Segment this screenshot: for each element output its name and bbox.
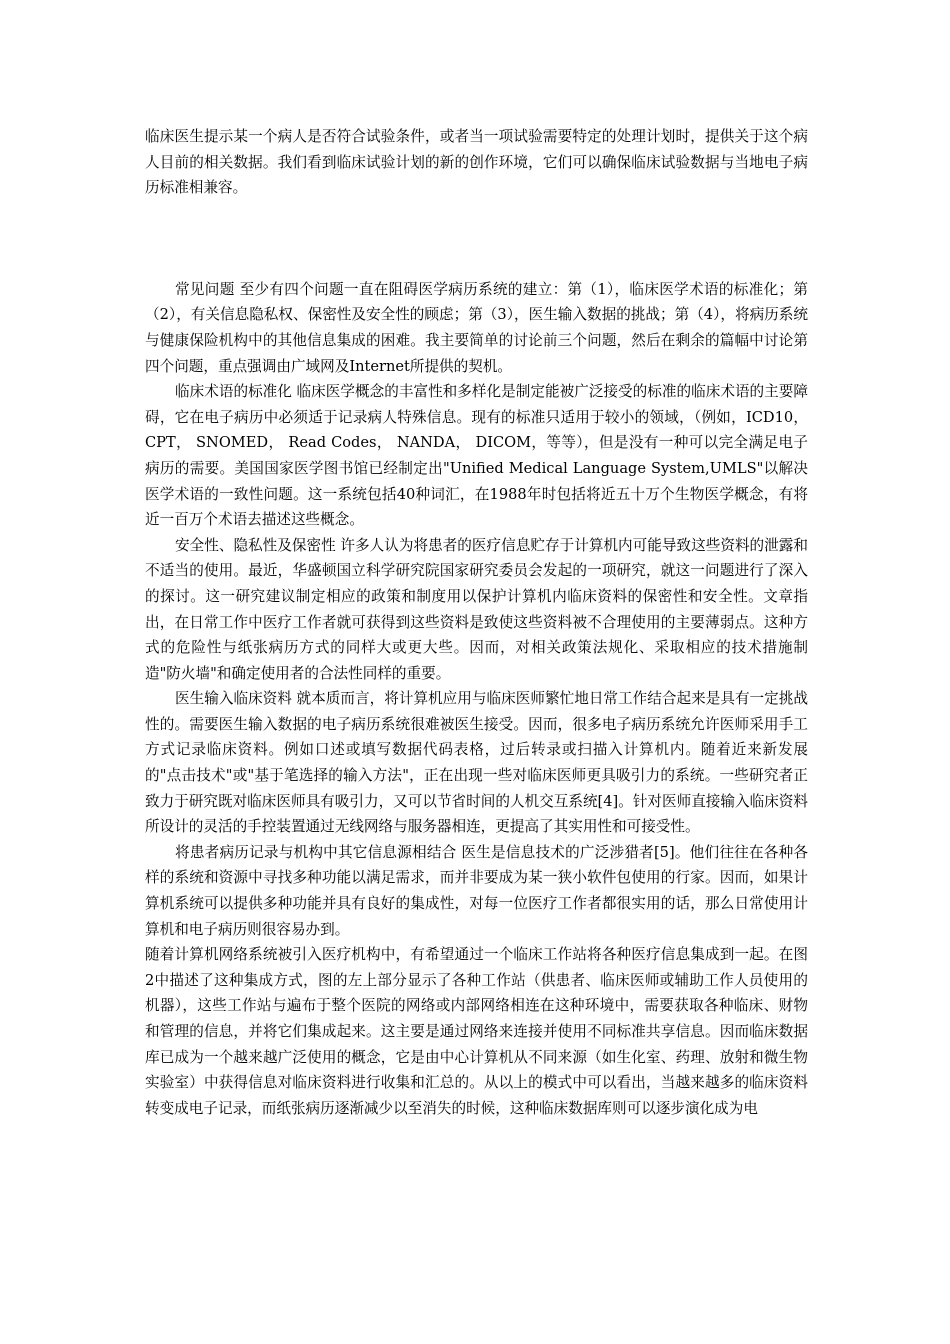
paragraph-physician-input: 医生输入临床资料 就本质而言，将计算机应用与临床医师繁忙地日常工作结合起来是具有一定挑战性的。需要医生输入数据的电子病历系统很难被医生接受。因而，很多电子病历系统允许医师采用手工方式记录临床资料。例如口述或填写数据代码表格，过后转录或扫描入计算机内。随着近来新发展的"点击技术"或"基于笔选择的输入方法"，正在出现一些对临床医师更具吸引力的系统。一些研究者正致力于研究既对临床医师具有吸引力，又可以节省时间的人机交互系统[4]。针对医师直接输入临床资料所设计的灵活的手控装置通过无线网络与服务器相连，更提高了其实用性和可接受性。 [145, 690, 808, 836]
document-page [145, 124, 808, 1121]
paragraph-terminology-standardization: 临床术语的标准化 临床医学概念的丰富性和多样化是制定能被广泛接受的标准的临床术语的主要障碍，它在电子病历中必须适于记录病人特殊信息。现有的标准只适用于较小的领域，（例如，ICD10， CPT， SNOMED， Read Codes， NANDA， DICOM，等等），但是没有一种可以完全满足电子病历的需要。美国国家医学图书馆已经制定出"Unified Medical Language System,UMLS"以解决医学术语的一致性问题。这一系统包括40种词汇，在1988年时包括将近五十万个生物医学概念，有将近一百万个术语去描述这些概念。 [145, 383, 808, 529]
paragraph-integration: 将患者病历记录与机构中其它信息源相结合 医生是信息技术的广泛涉猎者[5]。他们往往在各种各样的系统和资源中寻找多种功能以满足需求，而并非要成为某一狭小软件包使用的行家。因而，如果计算机系统可以提供多种功能并具有良好的集成性，对每一位医疗工作者都很实用的话，那么日常使用计算机和电子病历则很容易办到。 [145, 843, 808, 938]
paragraph-security-privacy: 安全性、隐私性及保密性 许多人认为将患者的医疗信息贮存于计算机内可能导致这些资料的泄露和不适当的使用。最近，华盛顿国立科学研究院国家研究委员会发起的一项研究，就这一问题进行了深入的探讨。这一研究建议制定相应的政策和制度用以保护计算机内临床资料的保密性和安全性。文章指出，在日常工作中医疗工作者就可获得到这些资料是致使这些资料被不合理使用的主要薄弱点。这种方式的危险性与纸张病历方式的同样大或更大些。因而，对相关政策法规化、采取相应的技术措施制造"防火墙"和确定使用者的合法性同样的重要。 [145, 536, 808, 682]
paragraph-common-problems: 常见问题 至少有四个问题一直在阻碍医学病历系统的建立：第（1），临床医学术语的标准化；第（2），有关信息隐私权、保密性及安全性的顾虑；第（3），医生输入数据的挑战；第（4），将病历系统与健康保险机构中的其他信息集成的困难。我主要简单的讨论前三个问题，然后在剩余的篇幅中讨论第四个问题，重点强调由广域网及Internet所提供的契机。 [145, 280, 808, 375]
closing-paragraph: 随着计算机网络系统被引入医疗机构中，有希望通过一个临床工作站将各种医疗信息集成到一起。在图2中描述了这种集成方式，图的左上部分显示了各种工作站（供患者、临床医师或辅助工作人员使用的机器），这些工作站与遍布于整个医院的网络或内部网络相连在这种环境中，需要获取各种临床、财物和管理的信息，并将它们集成起来。这主要是通过网络来连接并使用不同标准共享信息。因而临床数据库已成为一个越来越广泛使用的概念，它是由中心计算机从不同来源（如生化室、药理、放射和微生物实验室）中获得信息对临床资料进行收集和汇总的。从以上的模式中可以看出，当越来越多的临床资料转变成电子记录，而纸张病历逐渐减少以至消失的时候，这种临床数据库则可以逐步演化成为电 [145, 946, 808, 1117]
section-gap [145, 201, 808, 277]
intro-paragraph: 临床医生提示某一个病人是否符合试验条件，或者当一项试验需要特定的处理计划时，提供关于这个病人目前的相关数据。我们看到临床试验计划的新的创作环境，它们可以确保临床试验数据与当地电子病历标准相兼容。 [145, 128, 808, 197]
